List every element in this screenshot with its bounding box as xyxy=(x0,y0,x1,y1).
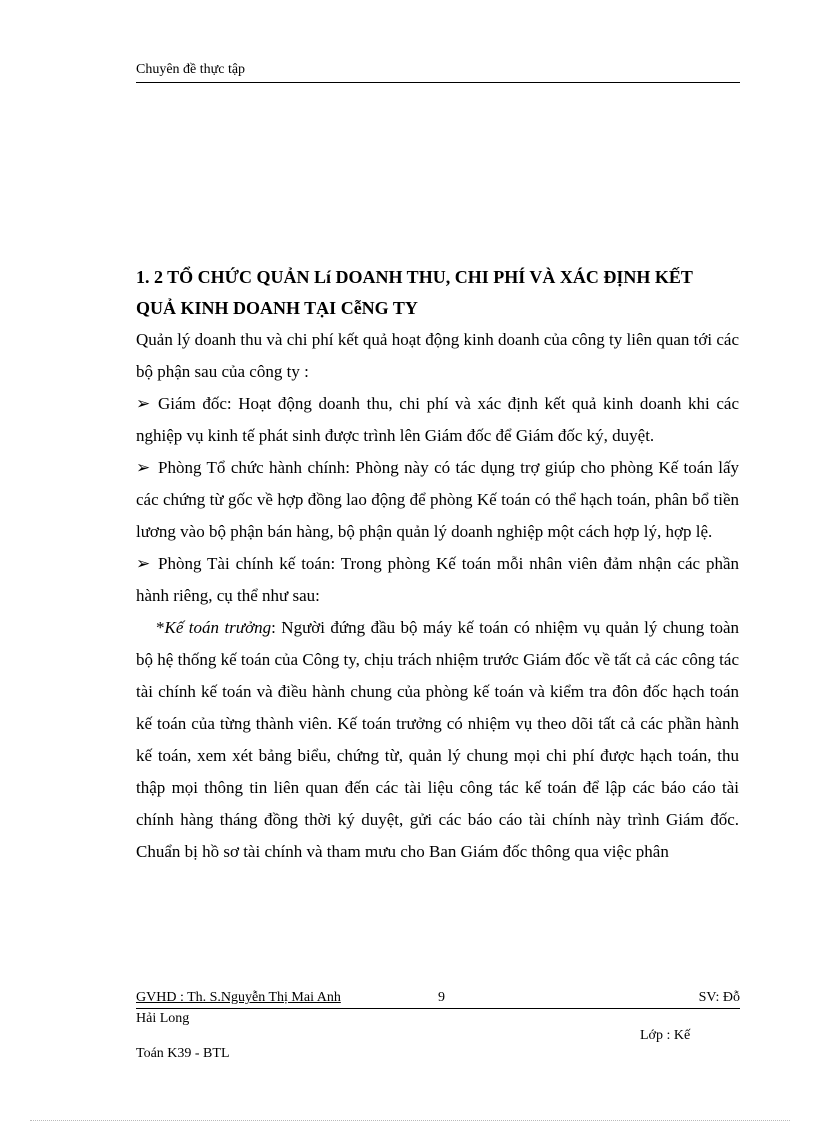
footer-sv: SV: Đỗ xyxy=(698,990,740,1005)
page-header xyxy=(136,62,740,83)
ke-toan-truong-paragraph xyxy=(136,612,739,868)
page-bottom-divider xyxy=(30,1120,790,1121)
arrow-bullet-icon: ➢ xyxy=(136,458,151,477)
bullet-to-chuc xyxy=(136,452,739,548)
star-marker: * xyxy=(156,618,165,637)
page-number: 9 xyxy=(438,990,445,1005)
bullet-giam-doc xyxy=(136,388,739,452)
section-heading xyxy=(136,262,739,324)
footer-lop: Lớp : Kế xyxy=(640,1028,691,1043)
section-heading-line1: 1. 2 TỔ CHỨC QUẢN Lí DOANH THU, CHI PHÍ VÀ XÁC ĐỊNH KẾT xyxy=(136,267,693,287)
main-content xyxy=(136,262,739,868)
section-heading-line2: QUẢ KINH DOANH TẠI CễNG TY xyxy=(136,298,418,318)
header-title: Chuyên đề thực tập xyxy=(136,62,246,77)
tai-chinh-text: Phòng Tài chính kế toán: Trong phòng Kế toán mỗi nhân viên đảm nhận các phần hành riêng, cụ thể như sau: xyxy=(136,554,739,605)
ke-toan-truong-label: Kế toán trưởng xyxy=(164,618,272,637)
footer-line xyxy=(136,990,740,1009)
ke-toan-truong-text: : Người đứng đầu bộ máy kế toán có nhiệm vụ quản lý chung toàn bộ hệ thống kế toán của Công ty, chịu trách nhiệm trước Giám đốc về tất cả các công tác tài chính kế toán và điều hành chung của phòng kế toán và kiểm tra đôn đốc hạch toán kế toán của từng thành viên. Kế toán trưởng có nhiệm vụ theo dõi tất cả các phần hành kế toán, xem xét bảng biểu, chứng từ, quản lý chung mọi chi phí được hạch toán, thu thập mọi thông tin liên quan đến các tài liệu công tác kế toán để lập các báo cáo tài chính hàng tháng đồng thời ký duyệt, gửi các báo cáo tài chính này trình Giám đốc. Chuẩn bị hồ sơ tài chính và tham mưu cho Ban Giám đốc thông qua việc phân xyxy=(136,618,740,861)
footer-student-name: Hải Long xyxy=(136,1011,190,1026)
footer-class-name: Toán K39 - BTL xyxy=(136,1046,230,1061)
to-chuc-text: Phòng Tổ chức hành chính: Phòng này có tác dụng trợ giúp cho phòng Kế toán lấy các chứng từ gốc về hợp đồng lao động để phòng Kế toán có thể hạch toán, phân bổ tiền lương vào bộ phận bán hàng, bộ phận quản lý doanh nghiệp một cách hợp lý, hợp lệ. xyxy=(136,458,739,541)
giam-doc-text: Giám đốc: Hoạt động doanh thu, chi phí và xác định kết quả kinh doanh khi các nghiệp vụ kinh tế phát sinh được trình lên Giám đốc để Giám đốc ký, duyệt. xyxy=(136,394,739,445)
bullet-tai-chinh xyxy=(136,548,739,612)
arrow-bullet-icon: ➢ xyxy=(136,554,151,573)
arrow-bullet-icon: ➢ xyxy=(136,394,151,413)
intro-paragraph: Quản lý doanh thu và chi phí kết quả hoạt động kinh doanh của công ty liên quan tới các bộ phận sau của công ty : xyxy=(136,330,739,381)
footer-gvhd: GVHD : Th. S.Nguyễn Thị Mai Anh xyxy=(136,990,341,1005)
